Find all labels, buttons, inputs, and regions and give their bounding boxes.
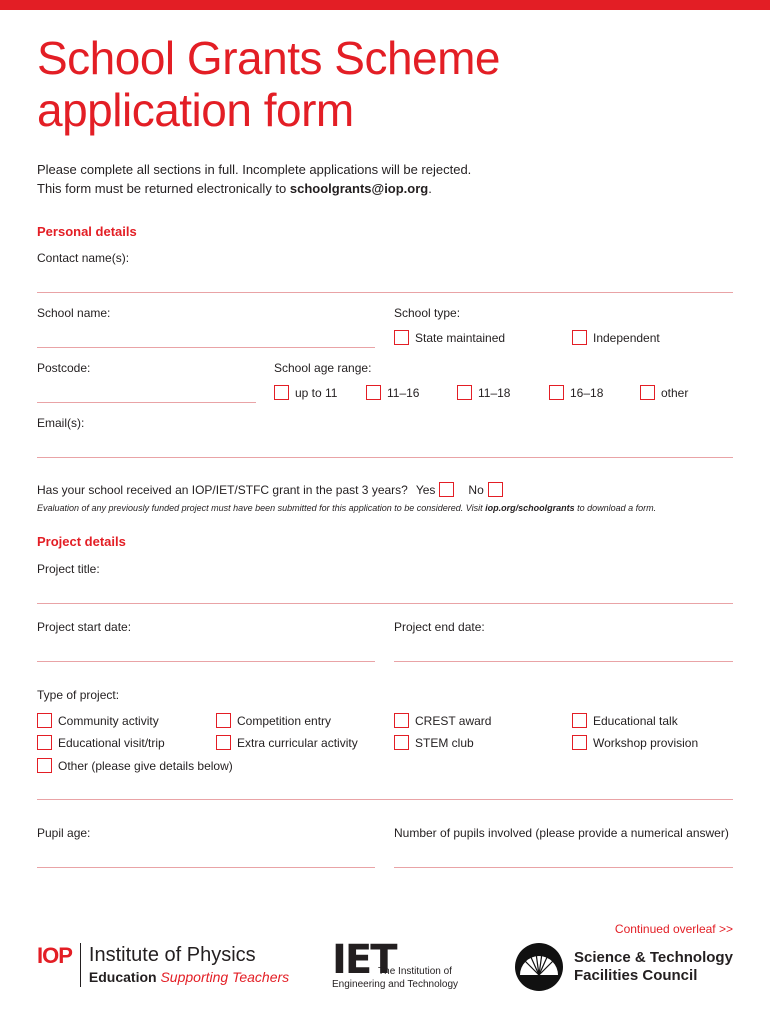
- competition-entry-checkbox[interactable]: [216, 713, 231, 728]
- school-name-field[interactable]: [37, 347, 375, 348]
- grant-question-row: [37, 482, 503, 497]
- iet-mark: IET: [332, 937, 396, 983]
- title-line-1: School Grants Scheme: [37, 32, 501, 84]
- emails-label: Email(s):: [37, 416, 85, 430]
- email-link[interactable]: schoolgrants@iop.org: [289, 181, 429, 196]
- age-11-16-checkbox[interactable]: [366, 385, 381, 400]
- school-type-independent[interactable]: Independent: [572, 330, 660, 345]
- workshop-provision-checkbox[interactable]: [572, 735, 587, 750]
- contact-name-label: Contact name(s):: [37, 251, 130, 265]
- type-workshop-provision[interactable]: Workshop provision: [572, 735, 698, 750]
- crest-award-checkbox[interactable]: [394, 713, 409, 728]
- grant-no-checkbox[interactable]: [488, 482, 503, 497]
- type-educational-visit[interactable]: Educational visit/trip: [37, 735, 165, 750]
- community-activity-checkbox[interactable]: [37, 713, 52, 728]
- independent-checkbox[interactable]: [572, 330, 587, 345]
- pupil-age-field[interactable]: [37, 867, 375, 868]
- postcode-label: Postcode:: [37, 361, 91, 375]
- iop-logo: [37, 943, 289, 987]
- age-range-label: School age range:: [274, 361, 372, 375]
- iet-line-2: Engineering and Technology: [332, 979, 459, 990]
- extra-curricular-checkbox[interactable]: [216, 735, 231, 750]
- type-community-activity[interactable]: Community activity: [37, 713, 159, 728]
- age-other[interactable]: other: [640, 385, 688, 400]
- age-11-18-checkbox[interactable]: [457, 385, 472, 400]
- yes-label: Yes: [415, 482, 436, 497]
- personal-details-heading: Personal details: [37, 224, 137, 239]
- intro-line-1: Please complete all sections in full. Incomplete applications will be rejected.: [37, 162, 472, 177]
- type-educational-talk[interactable]: Educational talk: [572, 713, 678, 728]
- school-type-state[interactable]: State maintained: [394, 330, 505, 345]
- school-type-label: School type:: [394, 306, 461, 320]
- intro-line-2: This form must be returned electronically to schoolgrants@iop.org.: [37, 181, 432, 196]
- state-maintained-checkbox[interactable]: [394, 330, 409, 345]
- educational-visit-checkbox[interactable]: [37, 735, 52, 750]
- continued-overleaf: Continued overleaf >>: [614, 922, 733, 936]
- project-details-heading: Project details: [37, 534, 126, 549]
- grant-yes-checkbox[interactable]: [439, 482, 454, 497]
- emails-field[interactable]: [37, 457, 733, 458]
- intro-text: [37, 160, 471, 198]
- type-extra-curricular[interactable]: Extra curricular activity: [216, 735, 358, 750]
- other-type-checkbox[interactable]: [37, 758, 52, 773]
- pupils-involved-label: Number of pupils involved (please provide a numerical answer): [394, 826, 729, 840]
- stfc-sunburst-icon: [514, 942, 564, 992]
- stfc-line-1: Science & Technology: [574, 949, 733, 966]
- title-line-2: application form: [37, 84, 354, 136]
- other-details-field[interactable]: [37, 799, 733, 800]
- end-date-field[interactable]: [394, 661, 733, 662]
- schoolgrants-link[interactable]: iop.org/schoolgrants: [485, 503, 575, 513]
- project-title-field[interactable]: [37, 603, 733, 604]
- educational-talk-checkbox[interactable]: [572, 713, 587, 728]
- project-title-label: Project title:: [37, 562, 100, 576]
- page-title: [37, 32, 500, 136]
- pupil-age-label: Pupil age:: [37, 826, 91, 840]
- school-name-label: School name:: [37, 306, 111, 320]
- stfc-line-2: Facilities Council: [574, 967, 698, 984]
- type-other[interactable]: Other (please give details below): [37, 758, 233, 773]
- evaluation-note: Evaluation of any previously funded project must have been submitted for this application to be considered. Visit iop.org/schoolgrants to download a form.: [37, 503, 657, 513]
- type-competition-entry[interactable]: Competition entry: [216, 713, 331, 728]
- project-type-label: Type of project:: [37, 688, 120, 702]
- age-up-to-11-checkbox[interactable]: [274, 385, 289, 400]
- top-accent-bar: [0, 0, 770, 10]
- type-crest-award[interactable]: CREST award: [394, 713, 491, 728]
- iet-logo: [332, 937, 459, 991]
- iet-line-1: The Institution of: [378, 966, 452, 977]
- start-date-label: Project start date:: [37, 620, 132, 634]
- iop-subtitle: Education Supporting Teachers: [88, 969, 290, 985]
- pupils-involved-field[interactable]: [394, 867, 733, 868]
- stfc-logo: [514, 942, 733, 992]
- age-up-to-11[interactable]: up to 11: [274, 385, 337, 400]
- iop-mark: IOP: [37, 943, 72, 968]
- contact-name-field[interactable]: [37, 292, 733, 293]
- age-16-18-checkbox[interactable]: [549, 385, 564, 400]
- start-date-field[interactable]: [37, 661, 375, 662]
- end-date-label: Project end date:: [394, 620, 485, 634]
- type-stem-club[interactable]: STEM club: [394, 735, 474, 750]
- iop-name: Institute of Physics: [88, 944, 256, 966]
- stem-club-checkbox[interactable]: [394, 735, 409, 750]
- grant-question: Has your school received an IOP/IET/STFC grant in the past 3 years?: [37, 482, 408, 497]
- age-11-18[interactable]: 11–18: [457, 385, 510, 400]
- age-11-16[interactable]: 11–16: [366, 385, 419, 400]
- postcode-field[interactable]: [37, 402, 256, 403]
- no-label: No: [468, 482, 484, 497]
- age-16-18[interactable]: 16–18: [549, 385, 603, 400]
- iop-divider: [80, 943, 81, 987]
- age-other-checkbox[interactable]: [640, 385, 655, 400]
